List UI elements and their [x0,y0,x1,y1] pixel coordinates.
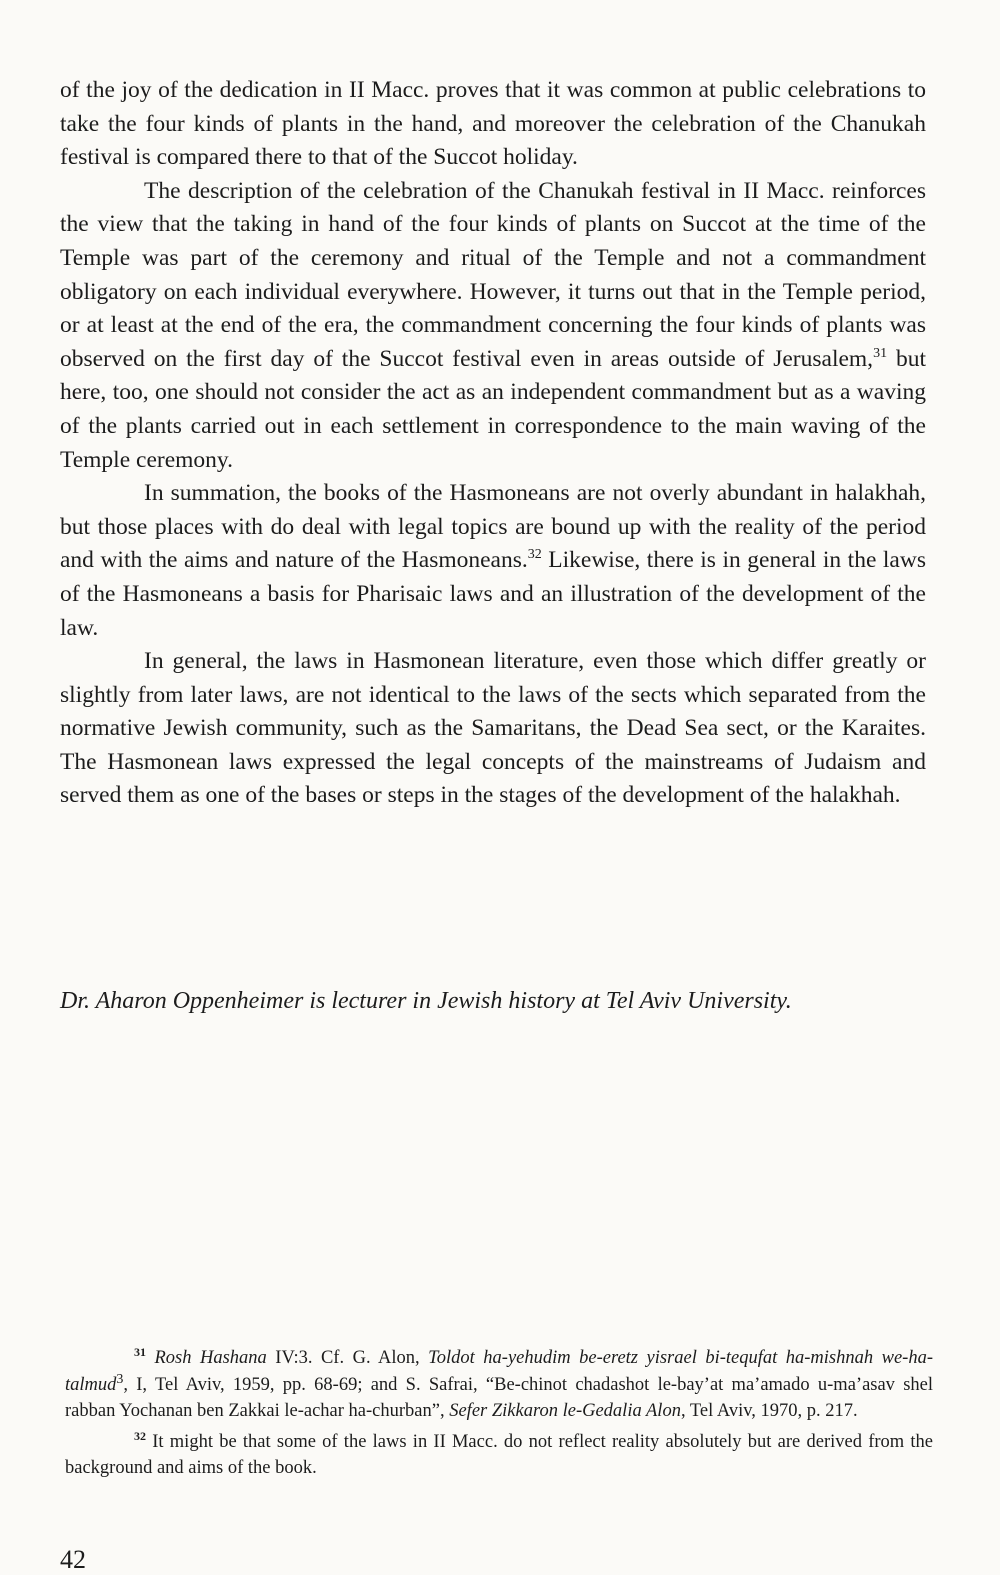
footnote-ref-32[interactable]: 32 [527,547,542,563]
paragraph-3 [60,477,926,645]
footnote-31-edition: 3 [116,1371,124,1387]
footnote-31-title-1: Rosh Hashana [154,1348,267,1368]
body-text [60,74,926,813]
paragraph-1: of the joy of the dedication in II Macc. proves that it was common at public celebrations to take the four kinds of plants in the hand, and moreover the celebration of the Chanukah festival is compared there to that of the Succot holiday. [60,77,926,171]
author-note: Dr. Aharon Oppenheimer is lecturer in Jewish history at Tel Aviv University. [60,988,792,1014]
page-number: 42 [60,1545,86,1574]
paragraph-3-text-cont: Likewise, there is in general in the laws of the Hasmoneans a basis for Pharisaic laws and an illustration of the development of the law. [60,547,926,641]
footnote-32-text: It might be that some of the laws in II Macc. do not reflect reality absolutely but are derived from the background and aims of the book. [65,1431,934,1479]
paragraph-4: In general, the laws in Hasmonean literature, even those which differ greatly or slightly from later laws, are not identical to the laws of the sects which separated from the normative Jewish community, such as the Samaritans, the Dead Sea sect, or the Karaites. The Hasmonean laws expressed the legal concepts of the mainstreams of Judaism and served them as one of the bases or steps in the stages of the development of the halakhah. [60,648,926,809]
footnote-ref-31[interactable]: 31 [873,345,888,361]
footnote-32 [65,1429,933,1482]
footnote-32-mark: 32 [134,1428,146,1443]
footnote-31 [65,1345,933,1425]
footnotes [65,1345,933,1486]
paragraph-2 [60,175,926,477]
paragraph-2-text: The description of the celebration of the Chanukah festival in II Macc. reinforces the view that the taking in hand of the four kinds of plants on Succot at the time of the Temple was part of the ceremony and ritual of the Temple and not a commandment obligatory on each individual everywhere. However, it turns out that in the Temple period, or at least at the end of the era, the commandment concerning the four kinds of plants was observed on the first day of the Succot festival even in areas outside of Jerusalem, [60,177,926,372]
footnote-31-title-2: Toldot ha-yehudim be-eretz yisrael bi-tequfat ha-mishnah we-ha-talmud [65,1348,934,1395]
paragraph-3-text: In summation, the books of the Hasmoneans are not overly abundant in halakhah, but those places with do deal with legal topics are bound up with the reality of the period and with the aims and nature of the Hasmoneans. [60,480,926,574]
paragraph-2-text-cont: but here, too, one should not consider the act as an independent commandment but as a waving of the plants carried out in each settlement in correspondence to the main waving of the Temple ceremony. [60,345,926,473]
footnote-31-title-3: Sefer Zikkaron le-Gedalia Alon [449,1401,681,1422]
footnote-31-text-3: , Tel Aviv, 1970, p. 217. [680,1401,858,1422]
footnote-31-text-1: IV:3. Cf. G. Alon, [266,1348,429,1368]
footnote-31-mark: 31 [134,1344,146,1359]
footnote-31-text-2: , I, Tel Aviv, 1959, pp. 68-69; and S. Safrai, “Be-chinot chadashot le-bay’at ma’amado u-ma’asav shel rabban Yochanan ben Zakkai le-achar ha-churban”, [65,1374,933,1422]
